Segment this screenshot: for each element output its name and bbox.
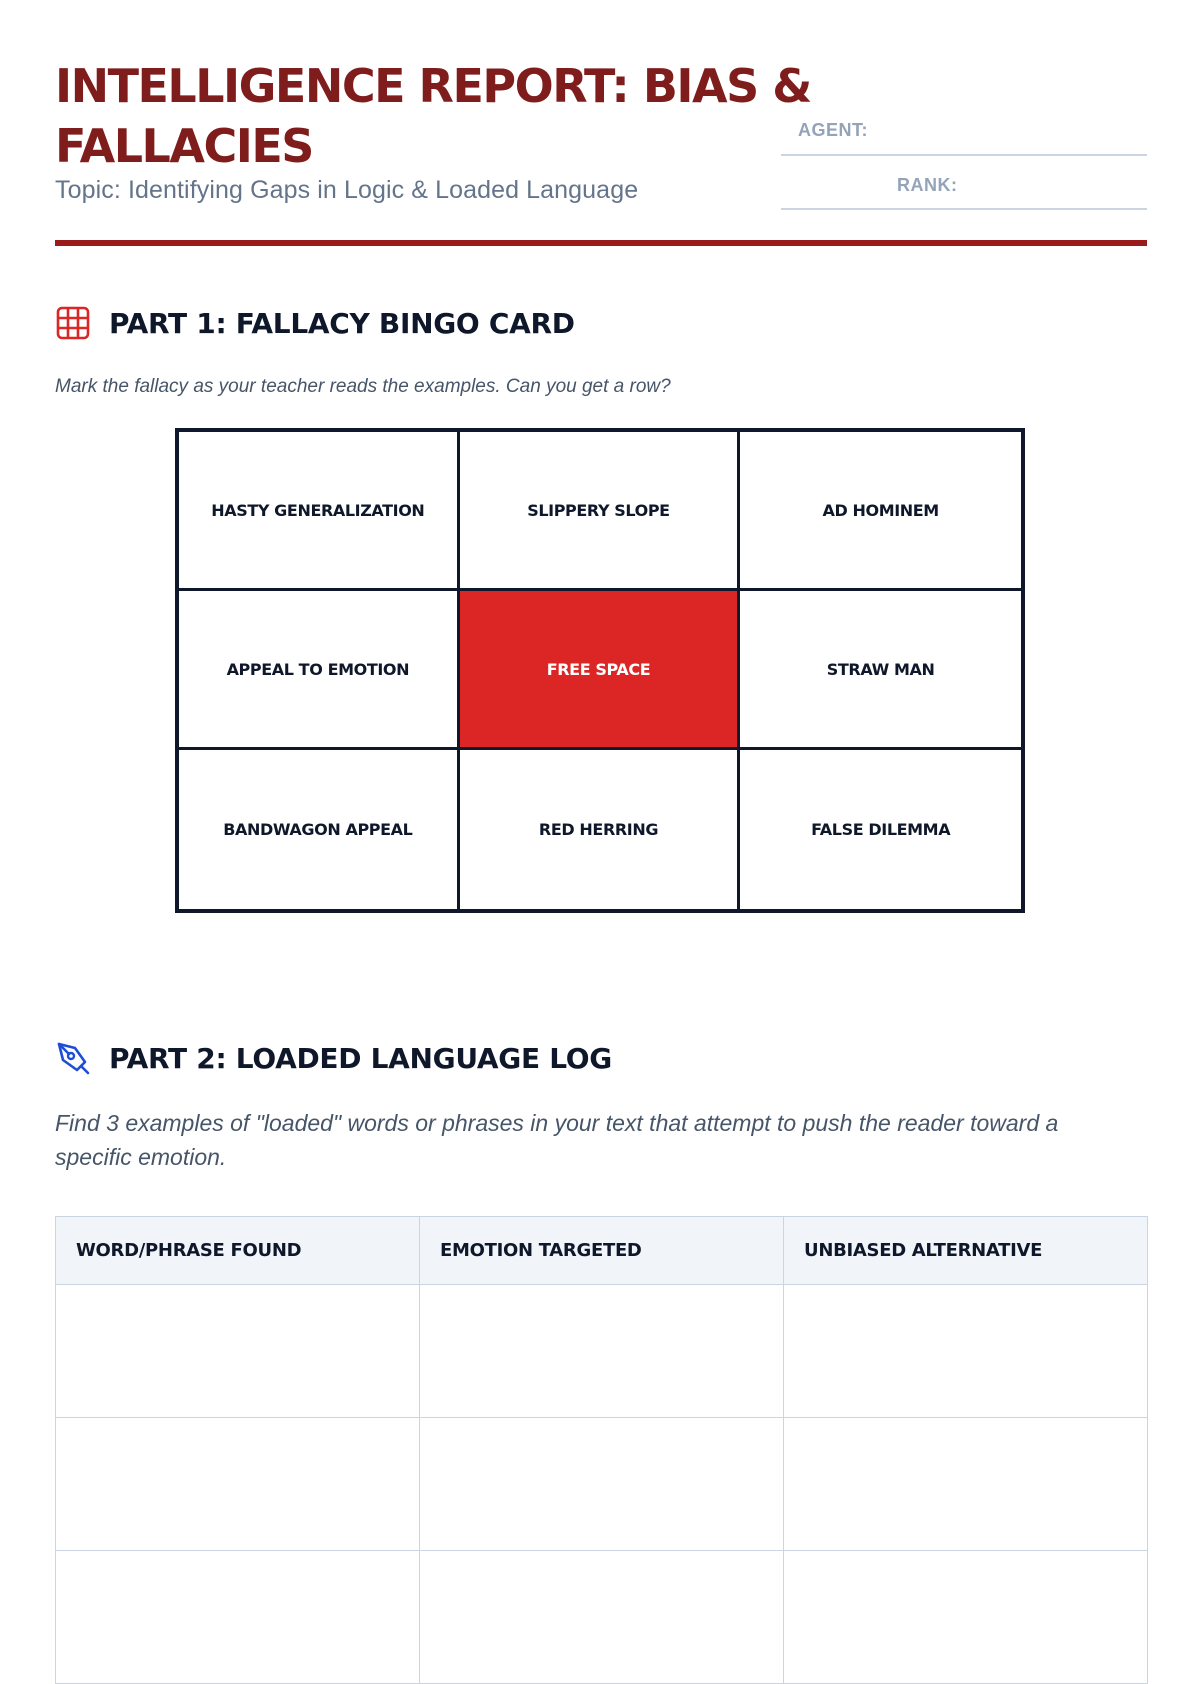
grid-icon — [55, 305, 91, 341]
table-cell[interactable] — [420, 1551, 784, 1684]
column-header: EMOTION TARGETED — [420, 1217, 784, 1285]
table-cell[interactable] — [56, 1551, 420, 1684]
table-cell[interactable] — [420, 1285, 784, 1418]
bingo-cell[interactable]: SLIPPERY SLOPE — [460, 432, 741, 591]
header-divider — [55, 240, 1147, 246]
table-cell[interactable] — [784, 1551, 1148, 1684]
column-header: WORD/PHRASE FOUND — [56, 1217, 420, 1285]
bingo-cell[interactable]: RED HERRING — [460, 750, 741, 909]
table-cell[interactable] — [56, 1285, 420, 1418]
table-cell[interactable] — [784, 1285, 1148, 1418]
part2-heading — [55, 1038, 612, 1078]
loaded-language-table — [55, 1216, 1148, 1684]
part1-heading — [55, 303, 575, 343]
agent-label: AGENT: — [798, 120, 868, 140]
rank-line — [781, 208, 1147, 210]
table-cell[interactable] — [56, 1418, 420, 1551]
bingo-cell[interactable]: APPEAL TO EMOTION — [179, 591, 460, 750]
table-cell[interactable] — [784, 1418, 1148, 1551]
report-header — [55, 56, 1147, 246]
pen-tool-icon — [55, 1040, 91, 1076]
bingo-cell[interactable]: STRAW MAN — [740, 591, 1021, 750]
column-header: UNBIASED ALTERNATIVE — [784, 1217, 1148, 1285]
table-cell[interactable] — [420, 1418, 784, 1551]
table-header-row — [56, 1217, 1148, 1285]
bingo-free-space[interactable]: FREE SPACE — [460, 591, 741, 750]
agent-line — [781, 154, 1147, 156]
part2-title: PART 2: LOADED LANGUAGE LOG — [109, 1041, 612, 1075]
part1-title: PART 1: FALLACY BINGO CARD — [109, 306, 575, 340]
bingo-cell[interactable]: AD HOMINEM — [740, 432, 1021, 591]
rank-label: RANK: — [897, 175, 958, 195]
part2-instructions: Find 3 examples of "loaded" words or phrases in your text that attempt to push the reader toward a specific emotion. — [55, 1110, 1059, 1170]
table-row — [56, 1285, 1148, 1418]
table-row — [56, 1551, 1148, 1684]
bingo-cell[interactable]: BANDWAGON APPEAL — [179, 750, 460, 909]
worksheet-page — [55, 0, 1147, 1600]
part1-instructions: Mark the fallacy as your teacher reads the examples. Can you get a row? — [55, 376, 671, 397]
page-title: INTELLIGENCE REPORT: BIAS & FALLACIES — [55, 59, 811, 173]
page-subtitle: Topic: Identifying Gaps in Logic & Loaded Language — [55, 176, 639, 204]
table-row — [56, 1418, 1148, 1551]
bingo-card — [175, 428, 1025, 913]
bingo-cell[interactable]: HASTY GENERALIZATION — [179, 432, 460, 591]
bingo-cell[interactable]: FALSE DILEMMA — [740, 750, 1021, 909]
